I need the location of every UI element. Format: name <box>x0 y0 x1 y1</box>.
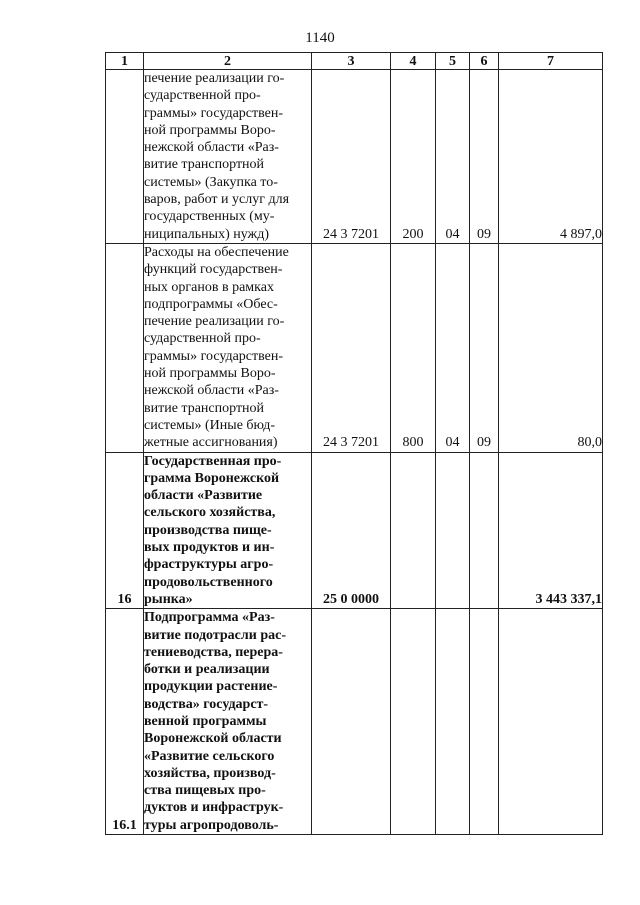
expense-type-code: 800 <box>391 243 436 452</box>
row-number: 16 <box>106 452 144 609</box>
row-description <box>144 609 312 835</box>
description-line: сельского хозяйства, <box>144 505 276 521</box>
row-description <box>144 70 312 244</box>
expense-type-code <box>391 452 436 609</box>
target-article-code: 24 3 7201 <box>312 70 391 244</box>
expense-type-code: 200 <box>391 70 436 244</box>
row-number: 16.1 <box>106 609 144 835</box>
description-line: ной программы Воро- <box>144 122 276 138</box>
subsection-code: 09 <box>470 243 499 452</box>
description-line: туры агропродоволь- <box>144 817 279 833</box>
description-line: витие транспортной <box>144 157 265 173</box>
description-line: вых продуктов и ин- <box>144 540 275 556</box>
description-line: системы» (Иные бюд- <box>144 417 276 433</box>
description-line: Государственная про- <box>144 453 282 469</box>
table-row <box>106 609 603 835</box>
description-line: Расходы на обеспечение <box>144 244 289 260</box>
description-line: варов, работ и услуг для <box>144 192 290 208</box>
section-code <box>436 452 470 609</box>
description-line: граммы» государствен- <box>144 348 284 364</box>
description-line: продовольственного <box>144 574 273 590</box>
description-line: области «Развитие <box>144 488 263 504</box>
description-line: сударственной про- <box>144 331 261 347</box>
description-line: витие транспортной <box>144 400 265 416</box>
subsection-code <box>470 609 499 835</box>
header-col-4: 4 <box>391 53 436 70</box>
description-line: Воронежской области <box>144 731 282 747</box>
description-line: сударственной про- <box>144 88 261 104</box>
expense-type-code <box>391 609 436 835</box>
header-col-1: 1 <box>106 53 144 70</box>
description-line: жетные ассигнования) <box>144 435 278 451</box>
row-number <box>106 70 144 244</box>
description-line: печение реализации го- <box>144 314 285 330</box>
row-description <box>144 452 312 609</box>
description-line: государственных (му- <box>144 209 275 225</box>
description-line: грамма Воронежской <box>144 470 280 486</box>
header-col-7: 7 <box>499 53 603 70</box>
header-col-6: 6 <box>470 53 499 70</box>
amount: 80,0 <box>499 243 603 452</box>
header-col-5: 5 <box>436 53 470 70</box>
row-number <box>106 243 144 452</box>
description-line: хозяйства, производ- <box>144 765 276 781</box>
description-line: функций государствен- <box>144 262 283 278</box>
amount: 4 897,0 <box>499 70 603 244</box>
page-number: 1140 <box>305 30 335 46</box>
budget-table <box>105 52 603 835</box>
description-line: ства пищевых про- <box>144 783 266 799</box>
table-row <box>106 452 603 609</box>
description-line: производства пище- <box>144 522 272 538</box>
description-line: рынка» <box>144 591 193 607</box>
table-row <box>106 70 603 244</box>
subsection-code: 09 <box>470 70 499 244</box>
subsection-code <box>470 452 499 609</box>
table-row <box>106 243 603 452</box>
description-line: венной программы <box>144 713 267 729</box>
description-line: нежской области «Раз- <box>144 383 279 399</box>
description-line: водства» государст- <box>144 696 269 712</box>
description-line: витие подотрасли рас- <box>144 627 286 643</box>
description-line: продукции растение- <box>144 679 278 695</box>
section-code <box>436 609 470 835</box>
target-article-code: 24 3 7201 <box>312 243 391 452</box>
description-line: фраструктуры агро- <box>144 557 274 573</box>
section-code: 04 <box>436 70 470 244</box>
description-line: Подпрограмма «Раз- <box>144 610 275 626</box>
description-line: тениеводства, перера- <box>144 644 283 660</box>
description-line: ных органов в рамках <box>144 279 274 295</box>
header-col-3: 3 <box>312 53 391 70</box>
description-line: системы» (Закупка то- <box>144 174 278 190</box>
description-line: «Развитие сельского <box>144 748 275 764</box>
amount: 3 443 337,1 <box>499 452 603 609</box>
header-row <box>106 53 603 70</box>
description-line: ботки и реализации <box>144 662 270 678</box>
description-line: ниципальных) нужд) <box>144 226 269 242</box>
target-article-code: 25 0 0000 <box>312 452 391 609</box>
description-line: ной программы Воро- <box>144 366 276 382</box>
amount <box>499 609 603 835</box>
description-line: граммы» государствен- <box>144 105 284 121</box>
description-line: дуктов и инфраструк- <box>144 800 284 816</box>
section-code: 04 <box>436 243 470 452</box>
description-line: печение реализации го- <box>144 71 285 86</box>
row-description <box>144 243 312 452</box>
description-line: нежской области «Раз- <box>144 140 279 156</box>
header-col-2: 2 <box>144 53 312 70</box>
description-line: подпрограммы «Обес- <box>144 296 278 312</box>
target-article-code <box>312 609 391 835</box>
